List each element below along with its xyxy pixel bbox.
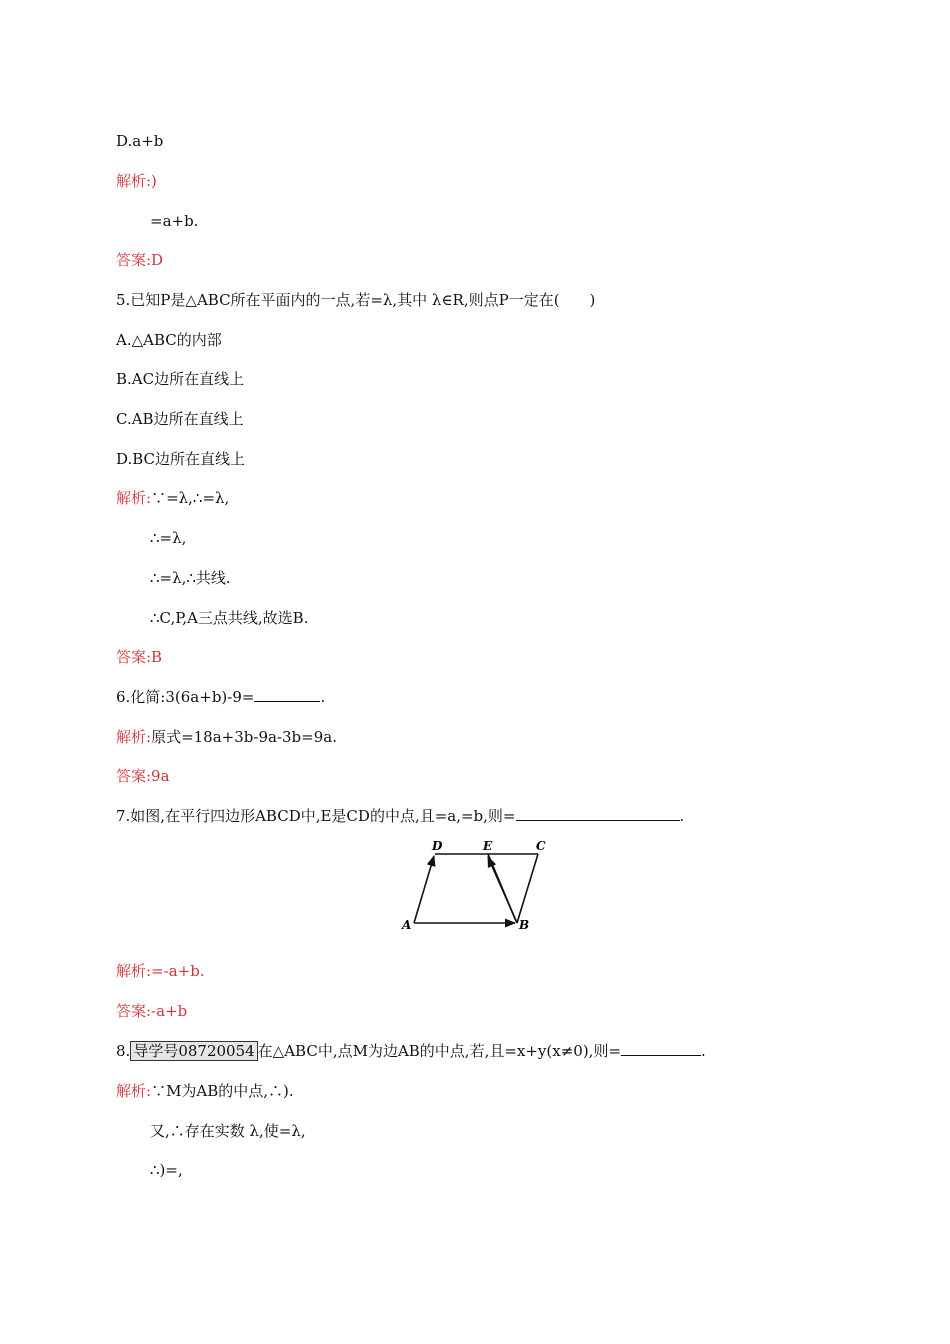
analysis-line: =a+b. xyxy=(150,212,199,230)
q6-after: . xyxy=(320,688,326,706)
question-5: 5.已知P是△ABC所在平面内的一点,若=λ,其中 λ∈R,则点P一定在( ) xyxy=(116,291,596,309)
q7-answer: 答案:-a+b xyxy=(116,1002,188,1020)
q8-text: 在△ABC中,点M为边AB的中点,若,且=x+y(x≠0),则= xyxy=(257,1042,622,1060)
label-c: C xyxy=(536,839,546,853)
q8-after: . xyxy=(701,1042,706,1060)
q5-analysis-3: ∴=λ,∴共线. xyxy=(150,569,231,587)
option-d-prev: D.a+b xyxy=(116,132,164,150)
analysis-text: ∵M为AB的中点,∴). xyxy=(151,1082,294,1100)
analysis-text: 原式=18a+3b-9a-3b=9a. xyxy=(151,728,337,746)
analysis-label: 解析: xyxy=(116,1082,152,1100)
q5-analysis-4: ∴C,P,A三点共线,故选B. xyxy=(150,609,309,627)
q8-analysis xyxy=(116,1081,294,1101)
q8-analysis-2: 又,∴存在实数 λ,使=λ, xyxy=(150,1122,306,1140)
q5-option-a: A.△ABC的内部 xyxy=(116,331,222,349)
answer-blank[interactable] xyxy=(254,687,320,702)
q8-analysis-3: ∴)=, xyxy=(150,1161,183,1179)
question-6 xyxy=(116,687,325,707)
analysis-label: 解析: xyxy=(116,489,152,507)
label-a: A xyxy=(402,918,412,932)
edge-bc xyxy=(517,854,538,923)
q5-analysis xyxy=(116,488,229,508)
q6-answer: 答案:9a xyxy=(116,767,170,785)
guide-number-tag[interactable]: 导学号08720054 xyxy=(130,1041,257,1061)
q5-answer: 答案:B xyxy=(116,648,163,666)
q8-number: 8. xyxy=(116,1042,131,1060)
analysis-label: 解析:) xyxy=(116,172,157,190)
analysis-text: ∵=λ,∴=λ, xyxy=(151,489,230,507)
question-7 xyxy=(116,806,684,826)
vector-ad xyxy=(414,856,434,923)
answer-line: 答案:D xyxy=(116,251,164,269)
q6-analysis xyxy=(116,727,337,747)
label-e: E xyxy=(483,839,493,853)
q6-text: 6.化简:3(6a+b)-9= xyxy=(116,688,255,706)
q7-after: . xyxy=(679,807,685,825)
parallelogram-figure xyxy=(398,836,558,936)
q7-text: 7.如图,在平行四边形ABCD中,E是CD的中点,且=a,=b,则= xyxy=(116,807,516,825)
label-b: B xyxy=(519,918,530,932)
q5-option-c: C.AB边所在直线上 xyxy=(116,410,244,428)
q5-option-d: D.BC边所在直线上 xyxy=(116,450,246,468)
label-d: D xyxy=(432,839,443,853)
edge-eb xyxy=(488,854,516,921)
q7-analysis: 解析:=-a+b. xyxy=(116,962,205,980)
q5-analysis-2: ∴=λ, xyxy=(150,529,187,547)
analysis-label: 解析: xyxy=(116,728,152,746)
answer-blank[interactable] xyxy=(516,806,680,821)
question-8 xyxy=(116,1041,706,1061)
q5-option-b: B.AC边所在直线上 xyxy=(116,370,245,388)
answer-blank[interactable] xyxy=(621,1041,701,1056)
